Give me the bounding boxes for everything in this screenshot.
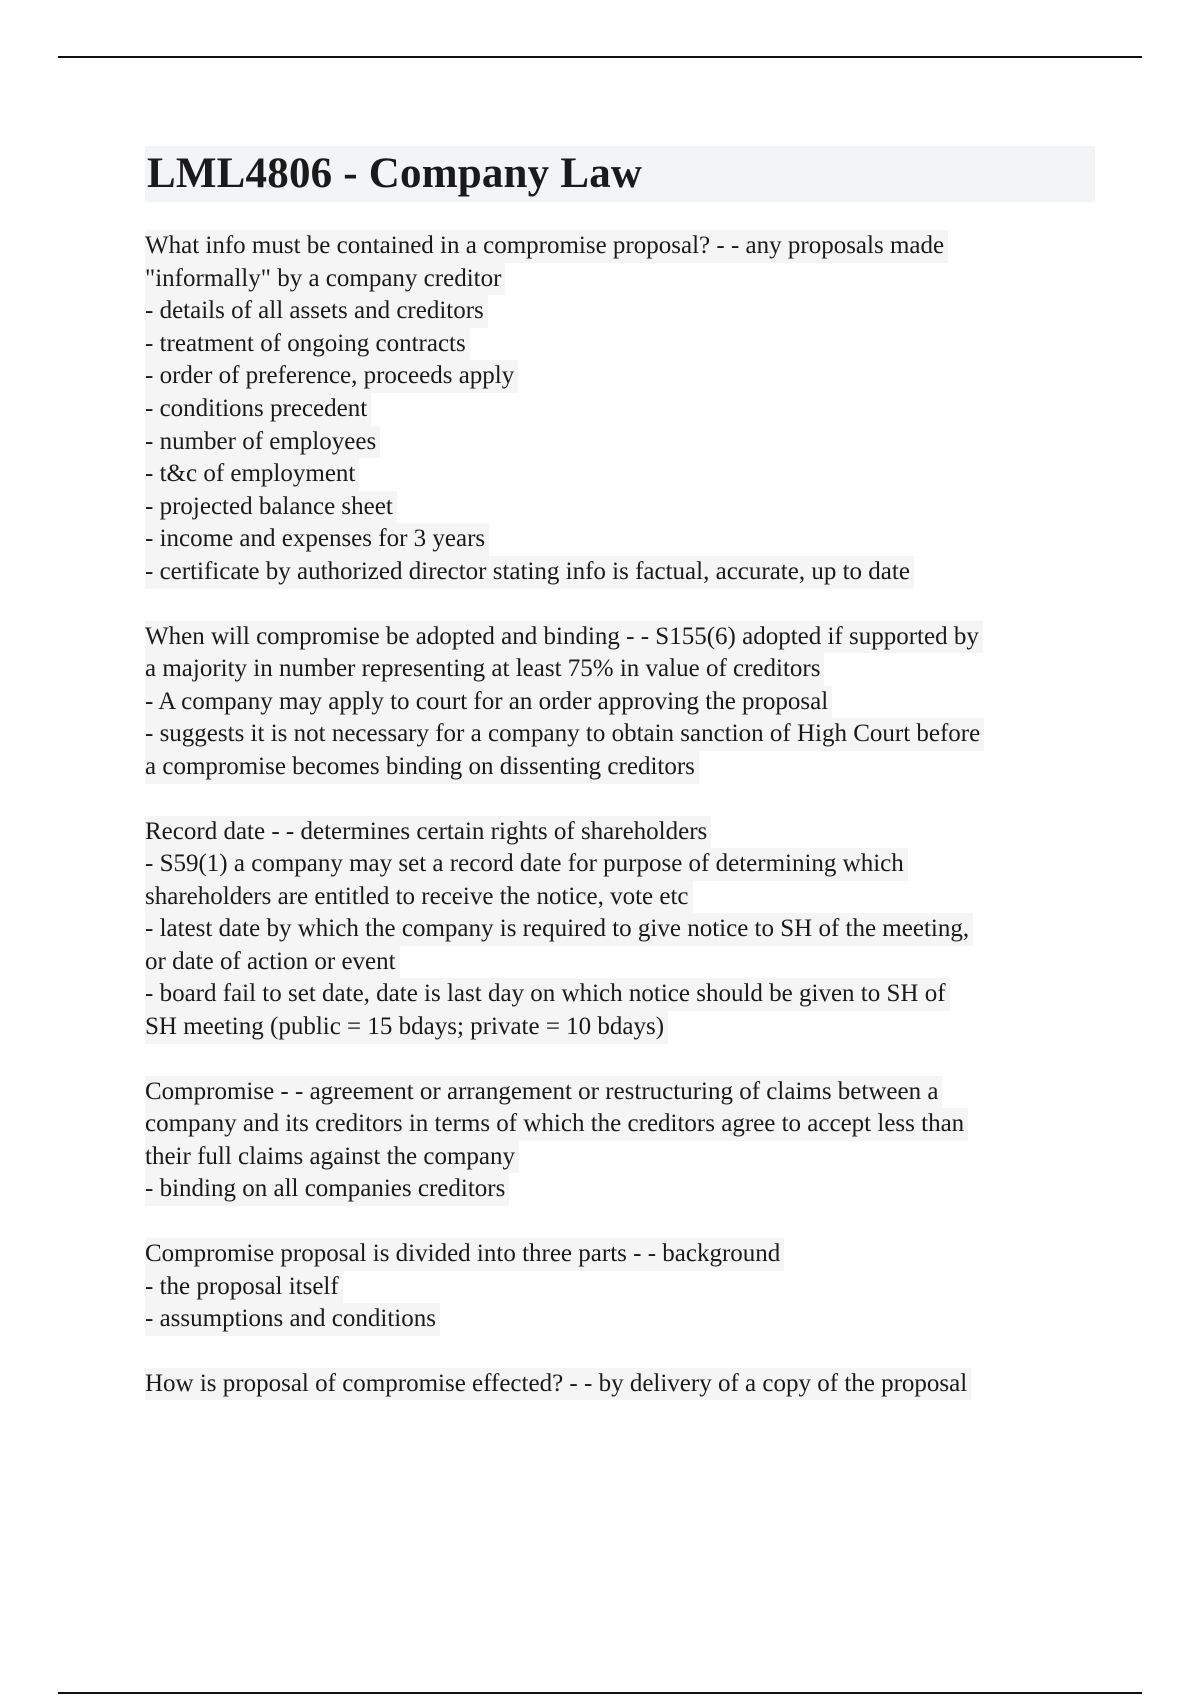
entry-line: - S59(1) a company may set a record date for purpose of determining which [145,848,908,881]
entry-line: - suggests it is not necessary for a company to obtain sanction of High Court before [145,718,984,751]
entry-line: shareholders are entitled to receive the notice, vote etc [145,881,693,914]
entry-line: - binding on all companies creditors [145,1173,509,1206]
entry-line: - details of all assets and creditors [145,295,488,328]
qa-entry [145,230,1095,589]
qa-entry [145,1076,1095,1206]
bottom-rule [58,1692,1142,1694]
entry-line: - assumptions and conditions [145,1303,440,1336]
entry-line: their full claims against the company [145,1141,519,1174]
entry-line: - income and expenses for 3 years [145,523,489,556]
document-body [145,146,1095,1432]
entry-line: a compromise becomes binding on dissenting creditors [145,751,699,784]
entry-line: - board fail to set date, date is last day on which notice should be given to SH of [145,978,950,1011]
entry-line: or date of action or event [145,946,400,979]
entry-line: - number of employees [145,426,380,459]
qa-entry [145,816,1095,1044]
entry-line: - t&c of employment [145,458,359,491]
entry-line: a majority in number representing at least 75% in value of creditors [145,653,824,686]
qa-entry [145,1368,1095,1401]
entry-line: - conditions precedent [145,393,371,426]
entry-line: - the proposal itself [145,1271,343,1304]
entry-line: - certificate by authorized director stating info is factual, accurate, up to date [145,556,914,589]
entry-line: - order of preference, proceeds apply [145,360,518,393]
entry-line: What info must be contained in a compromise proposal? - - any proposals made [145,230,948,263]
entry-line: Compromise - - agreement or arrangement or restructuring of claims between a [145,1076,942,1109]
entry-line: How is proposal of compromise effected? - - by delivery of a copy of the proposal [145,1368,971,1401]
entry-line: - A company may apply to court for an order approving the proposal [145,686,832,719]
document-title: LML4806 - Company Law [145,146,1095,202]
entry-line: - projected balance sheet [145,491,397,524]
entry-line: Record date - - determines certain rights of shareholders [145,816,711,849]
top-rule [58,56,1142,58]
entry-line: company and its creditors in terms of which the creditors agree to accept less than [145,1108,968,1141]
entry-line: When will compromise be adopted and binding - - S155(6) adopted if supported by [145,621,983,654]
entry-line: Compromise proposal is divided into three parts - - background [145,1238,784,1271]
entry-line: - treatment of ongoing contracts [145,328,470,361]
entry-line: SH meeting (public = 15 bdays; private = 10 bdays) [145,1011,668,1044]
entry-line: "informally" by a company creditor [145,263,505,296]
entry-line: - latest date by which the company is required to give notice to SH of the meeting, [145,913,973,946]
qa-entry [145,1238,1095,1336]
qa-entry [145,621,1095,784]
